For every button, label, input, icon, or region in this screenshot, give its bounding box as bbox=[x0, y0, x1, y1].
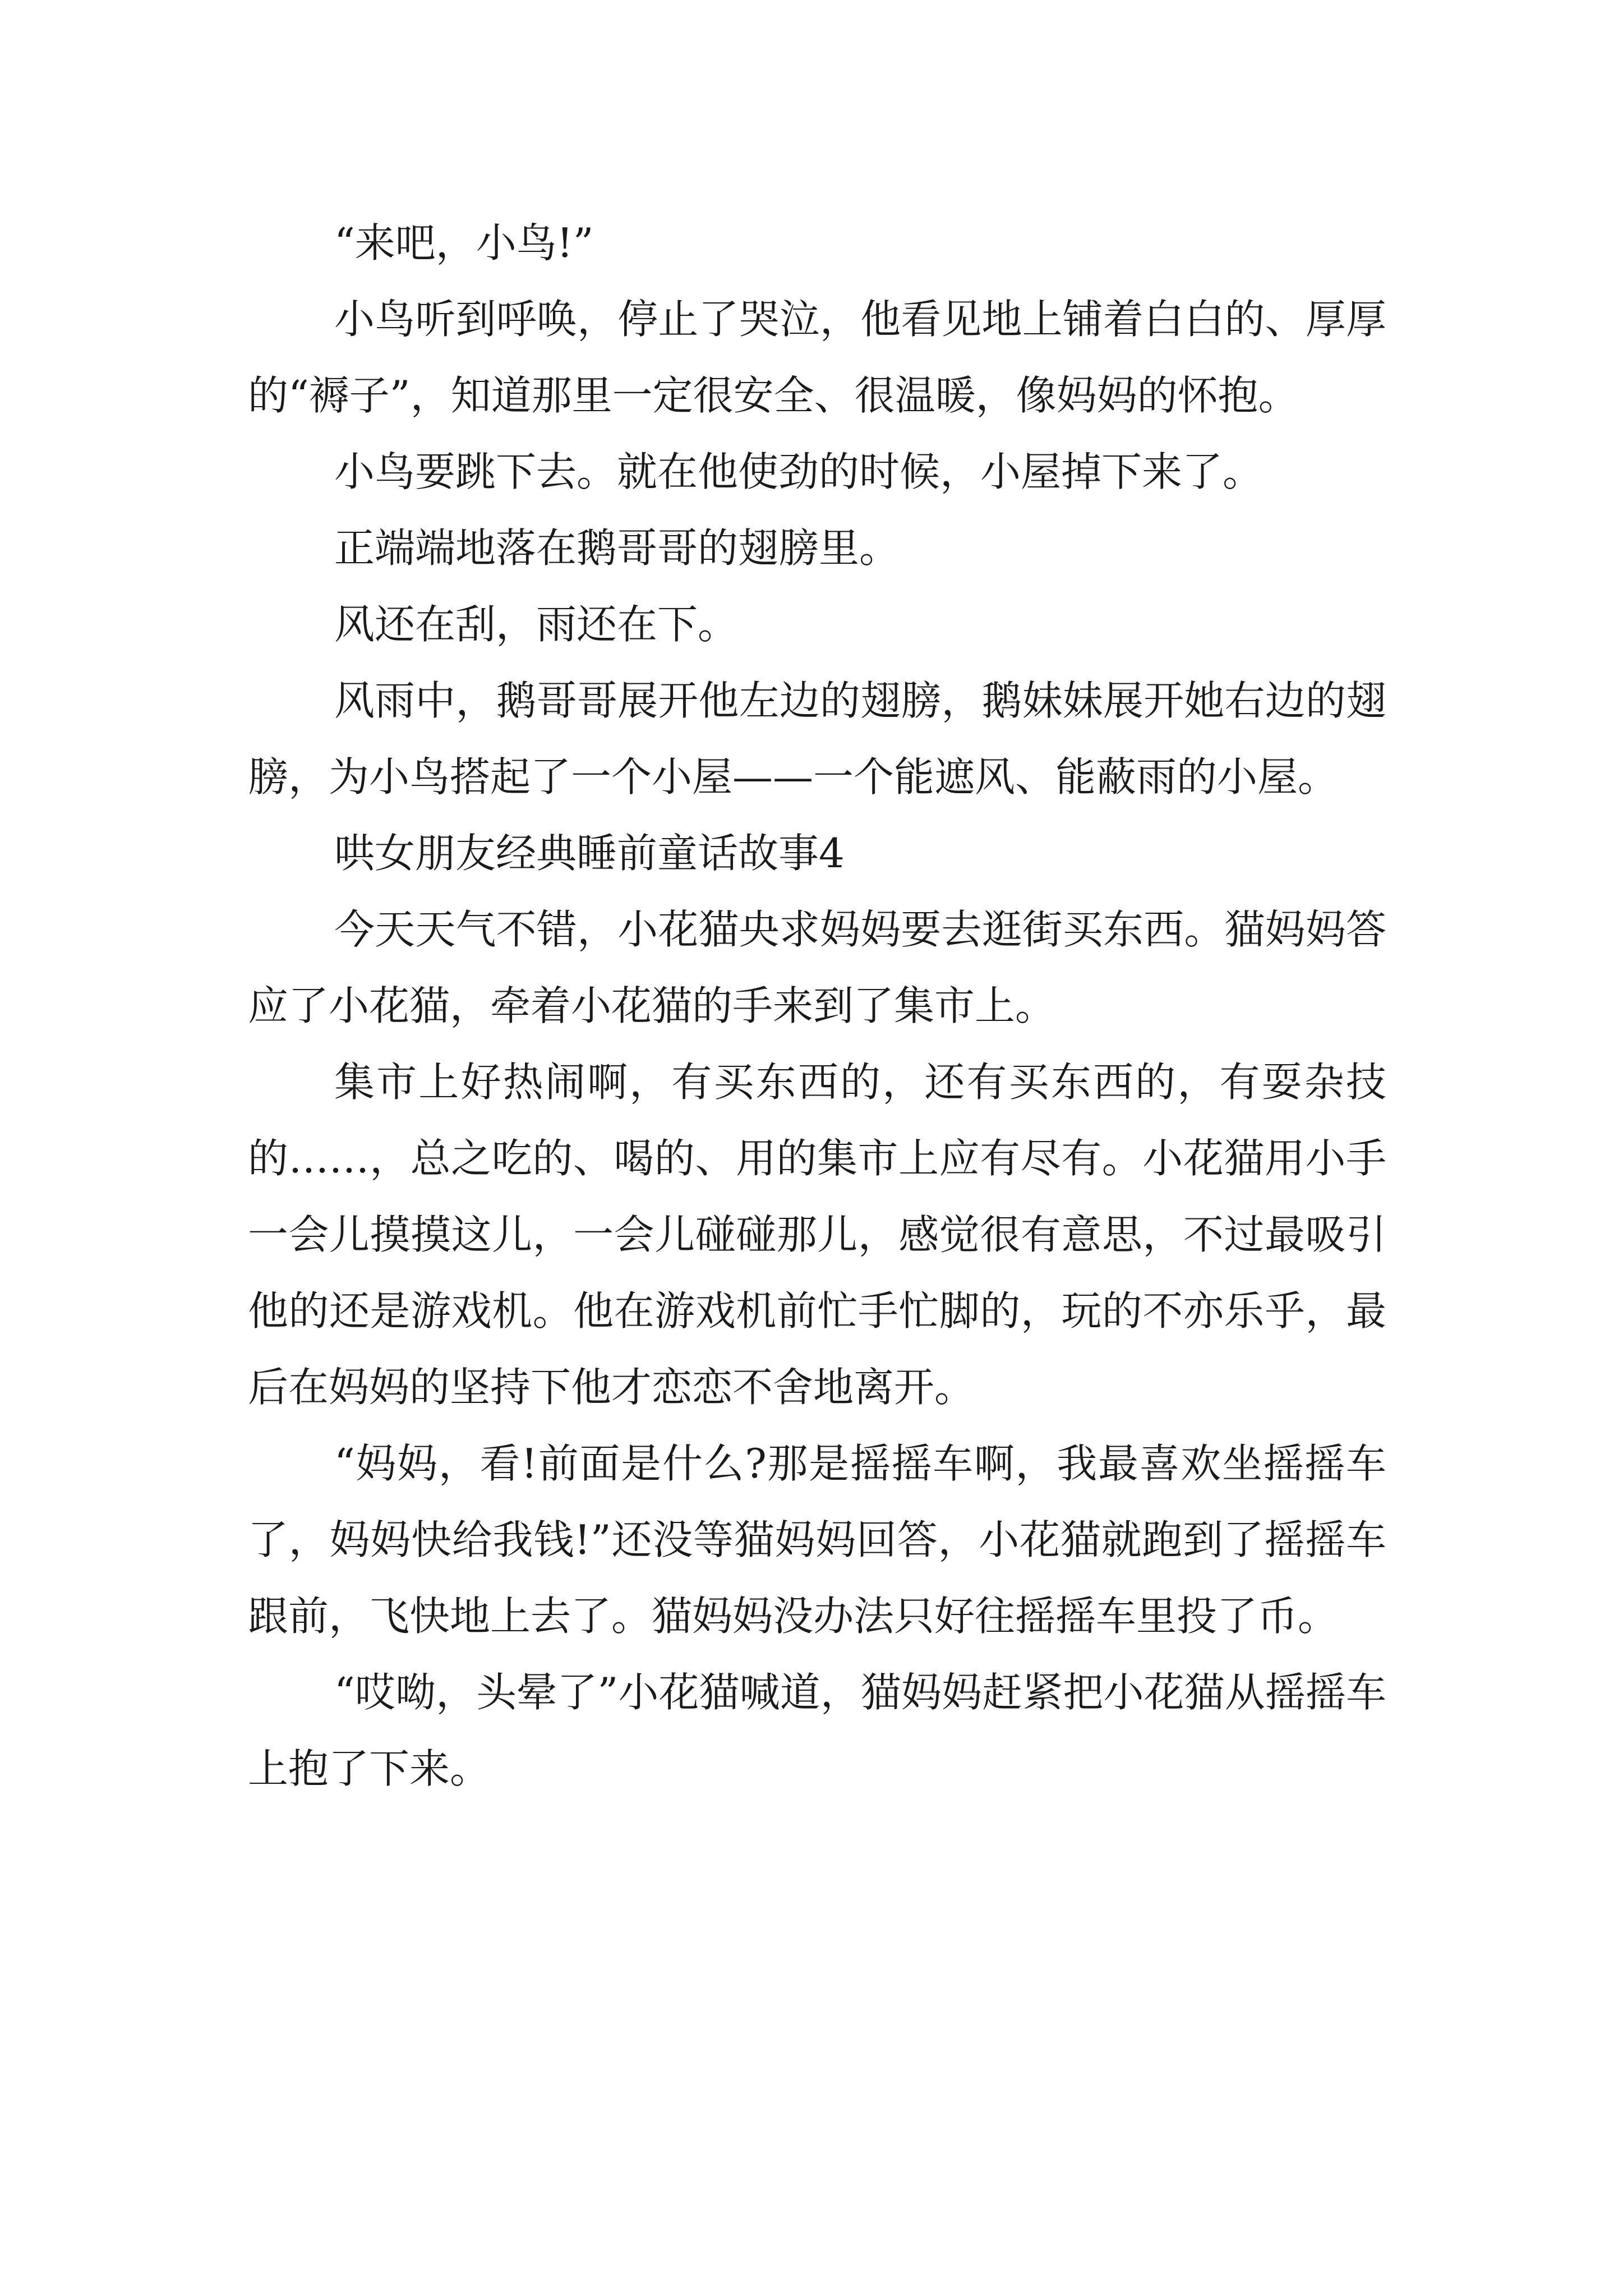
document-body bbox=[248, 205, 1386, 1807]
paragraph: 正端端地落在鹅哥哥的翅膀里。 bbox=[334, 524, 900, 572]
paragraph: 风还在刮，雨还在下。 bbox=[334, 601, 739, 648]
paragraph: 今天天气不错，小花猫央求妈妈要去逛街买东西。猫妈妈答应了小花猫，牵着小花猫的手来到了集市上。 bbox=[248, 906, 1386, 1029]
paragraph: 风雨中，鹅哥哥展开他左边的翅膀，鹅妹妹展开她右边的翅膀，为小鸟搭起了一个小屋——一个能遮风、能蔽雨的小屋。 bbox=[248, 677, 1386, 800]
paragraph: “妈妈，看!前面是什么?那是摇摇车啊，我最喜欢坐摇摇车了，妈妈快给我钱!”还没等猫妈妈回答，小花猫就跑到了摇摇车跟前，飞快地上去了。猫妈妈没办法只好往摇摇车里投了币。 bbox=[248, 1440, 1386, 1640]
section-heading: 哄女朋友经典睡前童话故事4 bbox=[334, 830, 845, 877]
paragraph: “来吧，小鸟!” bbox=[334, 219, 594, 266]
paragraph: 小鸟听到呼唤，停止了哭泣，他看见地上铺着白白的、厚厚的“褥子”，知道那里一定很安全、很温暖，像妈妈的怀抱。 bbox=[248, 296, 1386, 419]
paragraph: 集市上好热闹啊，有买东西的，还有买东西的，有耍杂技的……，总之吃的、喝的、用的集市上应有尽有。小花猫用小手一会儿摸摸这儿，一会儿碰碰那儿，感觉很有意思，不过最吸引他的还是游戏机。他在游戏机前忙手忙脚的，玩的不亦乐乎，最后在妈妈的坚持下他才恋恋不舍地离开。 bbox=[248, 1059, 1386, 1411]
paragraph: 小鸟要跳下去。就在他使劲的时候，小屋掉下来了。 bbox=[334, 448, 1264, 495]
paragraph: “哎呦，头晕了”小花猫喊道，猫妈妈赶紧把小花猫从摇摇车上抱了下来。 bbox=[248, 1669, 1386, 1792]
